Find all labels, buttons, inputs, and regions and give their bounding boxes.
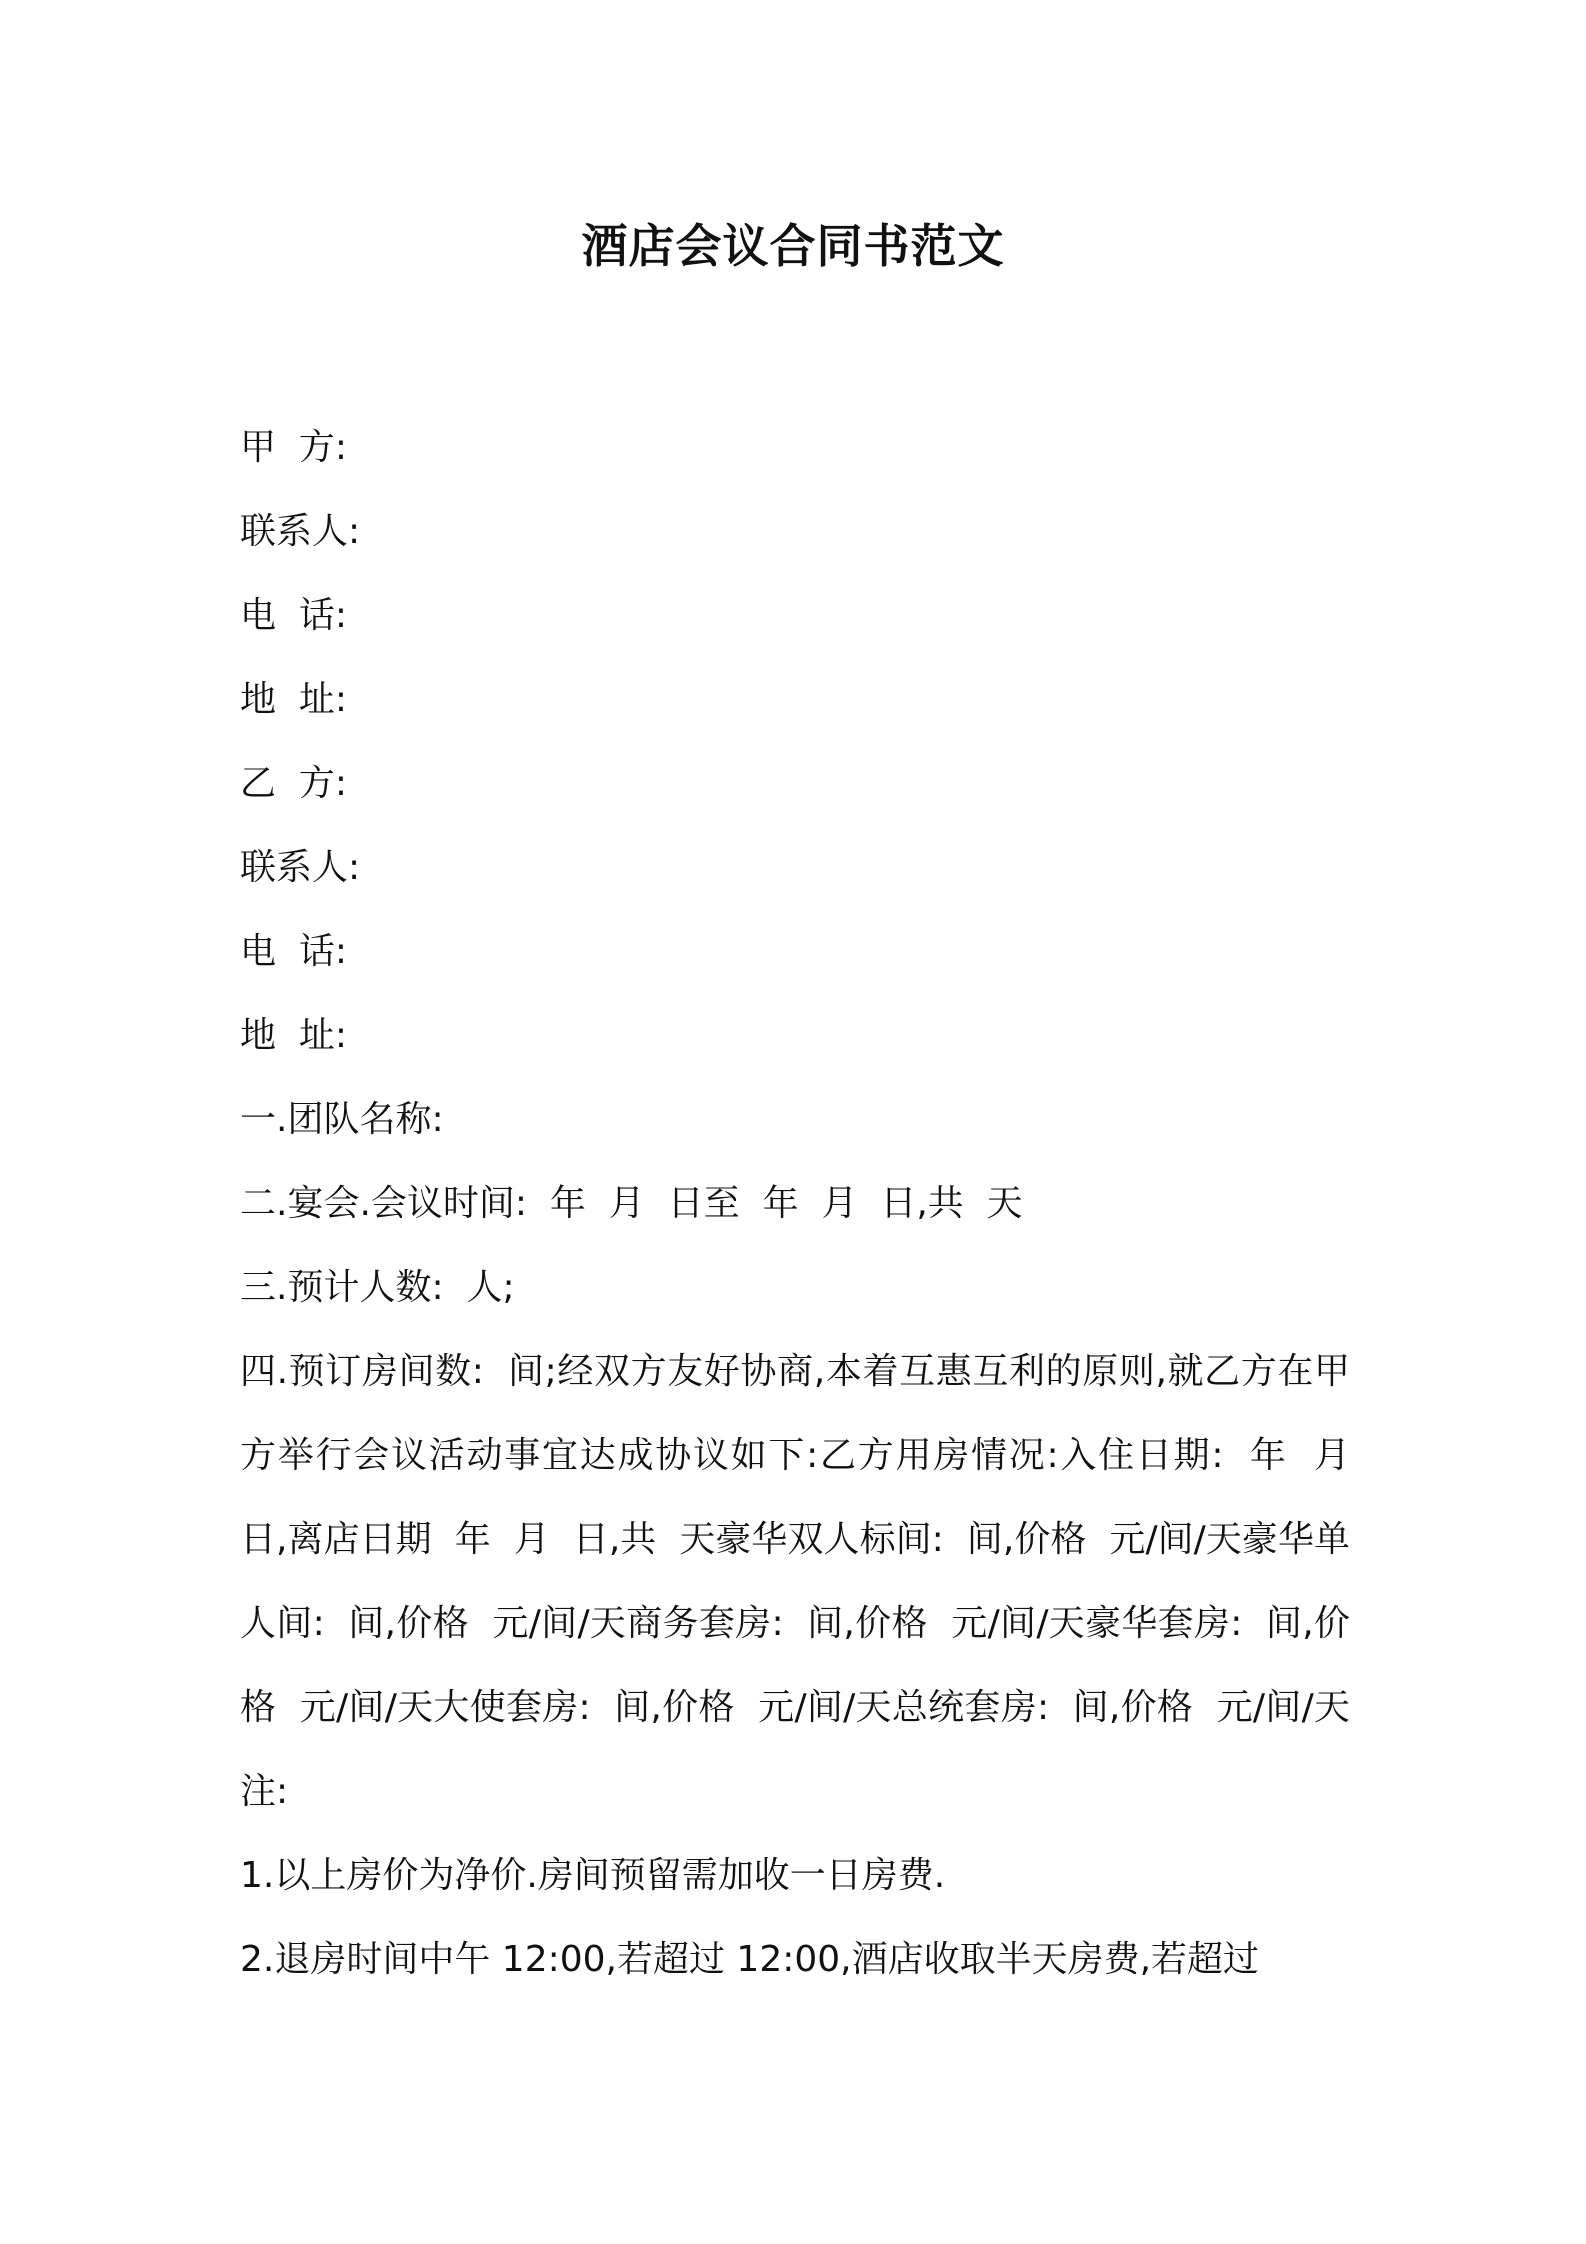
party-b-contact: 联系人: bbox=[240, 847, 361, 888]
party-a-phone: 电 话: bbox=[240, 595, 348, 636]
note-2: 2.退房时间中午 12:00,若超过 12:00,酒店收取半天房费,若超过 bbox=[240, 1939, 1260, 1980]
document-body bbox=[240, 406, 1373, 2002]
clause-meeting-time: 二.宴会.会议时间: 年 月 日至 年 月 日,共 天 bbox=[240, 1183, 1023, 1224]
party-b-address: 地 址: bbox=[240, 1015, 348, 1056]
clause-team-name: 一.团队名称: bbox=[240, 1099, 444, 1140]
note-1: 1.以上房价为净价.房间预留需加收一日房费. bbox=[240, 1855, 946, 1896]
party-a-contact: 联系人: bbox=[240, 511, 361, 552]
party-b-phone: 电 话: bbox=[240, 931, 348, 972]
clause-rooms: 四.预订房间数: 间;经双方友好协商,本着互惠互利的原则,就乙方在甲方举行会议活动事宜达成协议如下:乙方用房情况:入住日期: 年 月 日,离店日期 年 月 日,共 天豪华双人标间: 间,价格 元/间/天豪华单人间: 间,价格 元/间/天商务套房: 间,价格 元/间/天豪华套房: 间,价格 元/间/天大使套房: 间,价格 元/间/天总统套房: 间,价格 元/间/天注: bbox=[240, 1351, 1373, 1812]
party-a-address: 地 址: bbox=[240, 679, 348, 720]
party-b-label: 乙 方: bbox=[240, 763, 348, 804]
party-a-label: 甲 方: bbox=[240, 427, 348, 468]
document-title: 酒店会议合同书范文 bbox=[581, 219, 1005, 273]
clause-attendees: 三.预计人数: 人; bbox=[240, 1267, 515, 1308]
